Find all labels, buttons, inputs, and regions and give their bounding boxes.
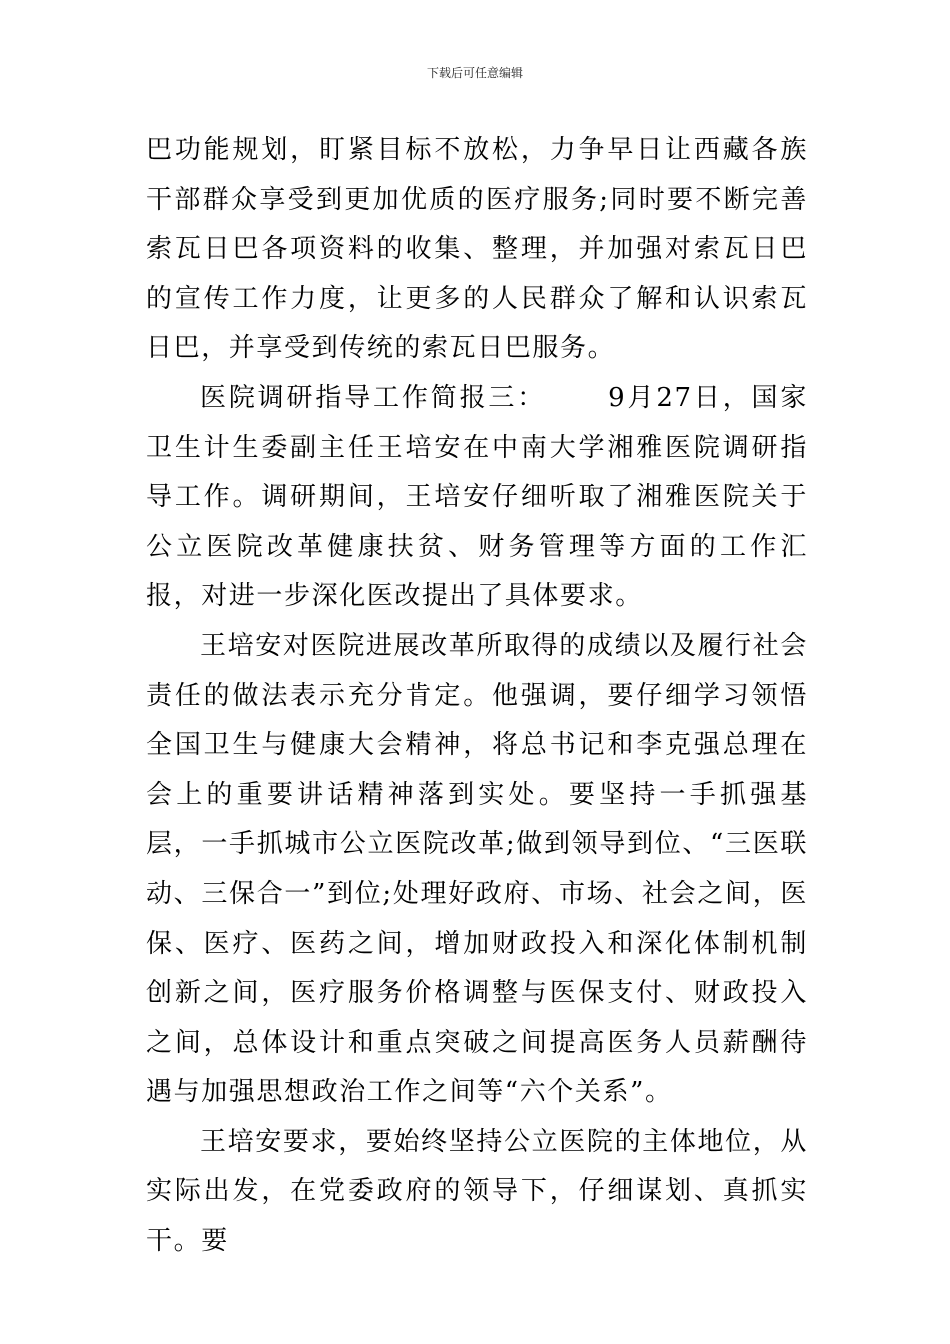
paragraph-affirmation: 王培安对医院进展改革所取得的成绩以及履行社会责任的做法表示充分肯定。他强调，要仔细学习领悟全国卫生与健康大会精神，将总书记和李克强总理在会上的重要讲话精神落到实处。要坚持一手抓强基层，一手抓城市公立医院改革;做到领导到位、“三医联动、三保合一”到位;处理好政府、市场、社会之间，医保、医疗、医药之间，增加财政投入和深化体制机制创新之间，医疗服务价格调整与医保支付、财政投入之间，总体设计和重点突破之间提高医务人员薪酬待遇与加强思想政治工作之间等“六个关系”。 — [146, 630, 808, 1108]
paragraph-continuation: 巴功能规划，盯紧目标不放松，力争早日让西藏各族干部群众享受到更加优质的医疗服务;同时要不断完善索瓦日巴各项资料的收集、整理，并加强对索瓦日巴的宣传工作力度，让更多的人民群众了解和认识索瓦日巴，并享受到传统的索瓦日巴服务。 — [146, 135, 808, 364]
paragraph-requirements: 王培安要求，要始终坚持公立医院的主体地位，从实际出发，在党委政府的领导下，仔细谋划、真抓实干。要 — [146, 1126, 808, 1257]
briefing-text: 9月27日，国家卫生计生委副主任王培安在中南大学湘雅医院调研指导工作。调研期间，王培安仔细听取了湘雅医院关于公立医院改革健康扶贫、财务管理等方面的工作汇报，对进一步深化医改提出了具体要求。 — [146, 382, 808, 612]
page-header: 下载后可任意编辑 — [426, 66, 523, 80]
paragraph-briefing-three — [146, 374, 808, 622]
document-body — [146, 126, 808, 1267]
briefing-lead: 医院调研指导工作简报三： — [200, 382, 547, 413]
